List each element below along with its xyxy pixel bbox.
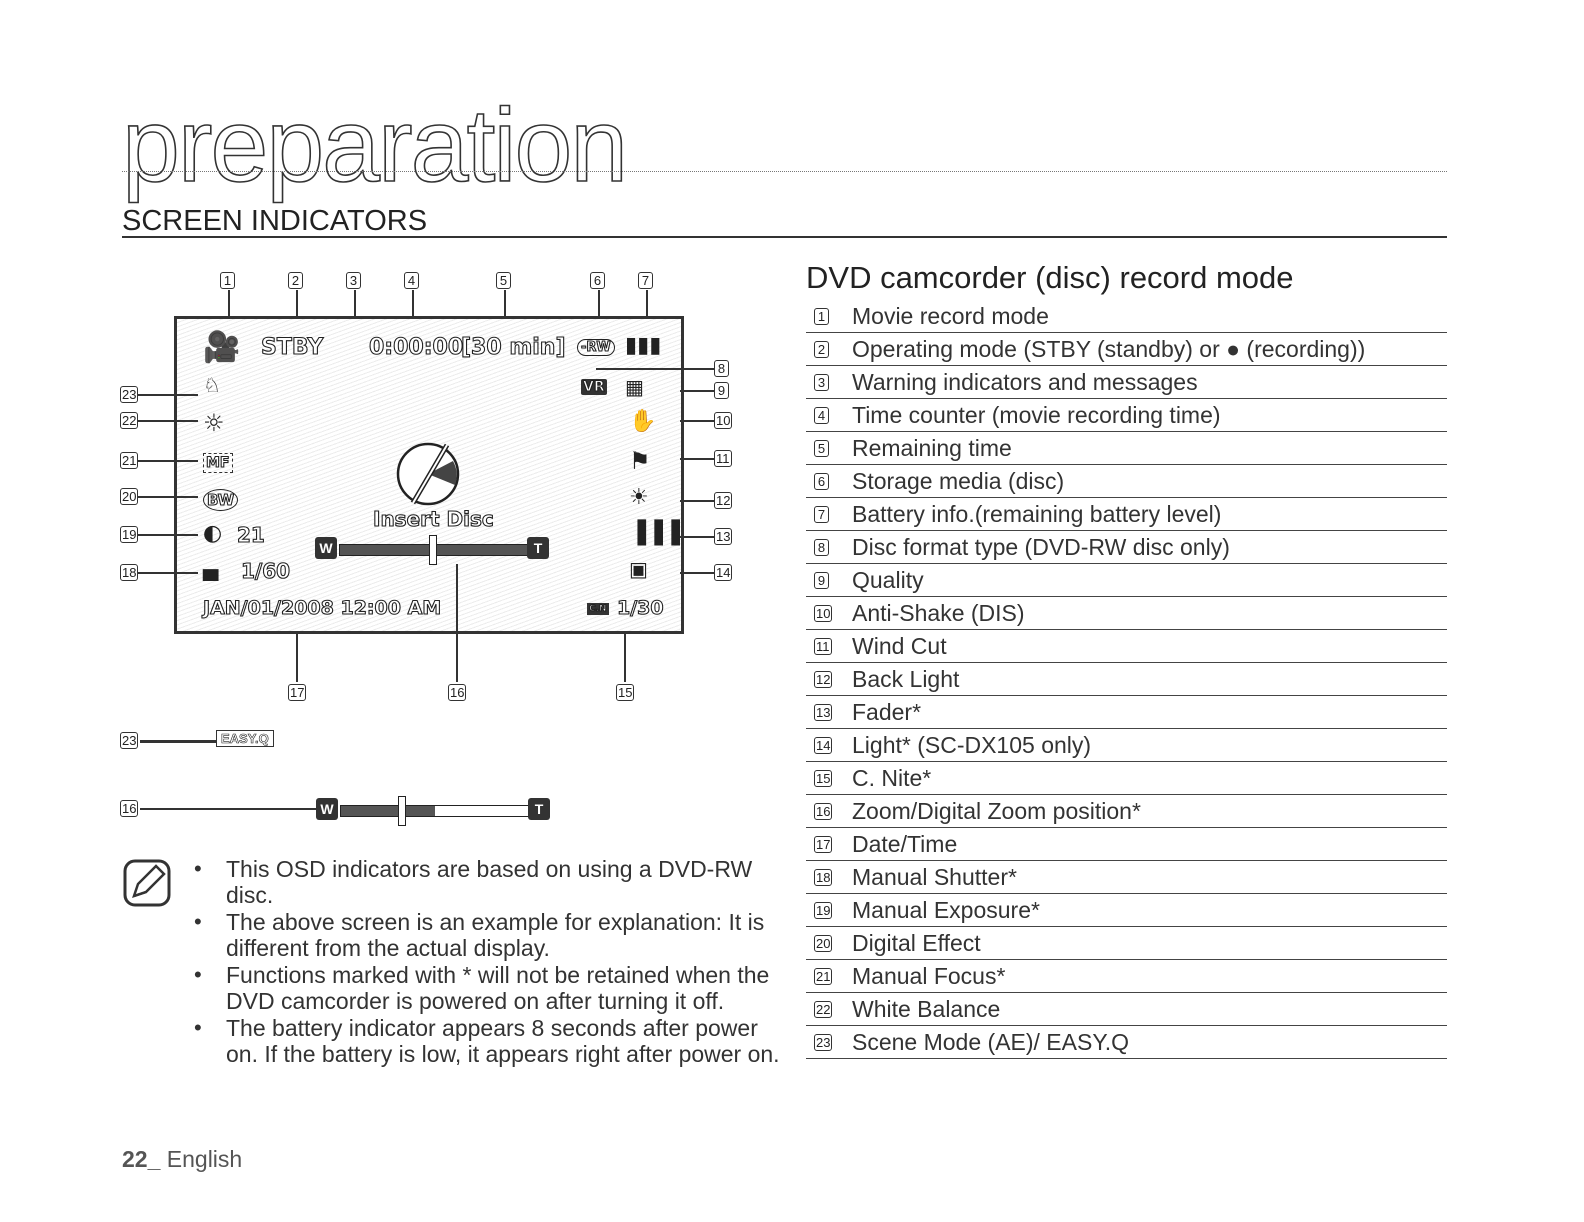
legend-number: 3: [814, 374, 829, 391]
zoom-wide-cap: W: [315, 537, 337, 559]
easyq-badge: EASY.Q: [216, 730, 274, 747]
note-item: • The battery indicator appears 8 seconds after power on. If the battery is low, it appears right after power on.: [188, 1015, 788, 1067]
chapter-title: preparation: [122, 88, 627, 204]
legend-label: Warning indicators and messages: [852, 369, 1198, 395]
legend-row: [806, 334, 1447, 366]
legend-number: 6: [814, 473, 829, 490]
legend-number: 19: [816, 903, 831, 918]
legend-row: [806, 499, 1447, 531]
legend-label: Scene Mode (AE)/ EASY.Q: [852, 1029, 1129, 1055]
anti-shake-icon: ✋: [629, 409, 657, 434]
legend-row: [806, 829, 1447, 861]
callout-3: 3: [346, 272, 361, 289]
callout-line-16: [456, 564, 458, 682]
legend-label: Light* (SC-DX105 only): [852, 732, 1092, 758]
callout-22: 22: [122, 413, 137, 428]
zoom-detail-bar: [316, 796, 552, 824]
notes-list: [188, 856, 788, 1068]
legend-label: Remaining time: [852, 435, 1012, 461]
callout-12: 12: [716, 493, 731, 508]
legend-number: 10: [816, 606, 831, 621]
callout-line-14: [680, 572, 714, 574]
legend-label: Anti-Shake (DIS): [852, 600, 1025, 626]
fader-icon: ▐▐▐: [629, 521, 680, 546]
c-nite-badge: C.N: [589, 604, 607, 614]
legend-row: [806, 301, 1447, 333]
legend-label: Zoom/Digital Zoom position*: [852, 798, 1141, 824]
legend-number: 16: [816, 804, 831, 819]
legend-number: 12: [816, 672, 831, 687]
legend-row: [806, 763, 1447, 795]
format-badge: VR: [583, 379, 605, 395]
callout-line-11: [680, 458, 714, 460]
callout-line-15: [624, 632, 626, 682]
date-time: JAN/01/2008 12:00 AM: [203, 597, 442, 619]
callout-14: 14: [716, 565, 731, 580]
callout-18: 18: [122, 565, 137, 580]
exposure-value: 21: [237, 523, 265, 547]
legend-number: 7: [814, 506, 829, 523]
time-counter: 0:00:00: [369, 335, 464, 360]
callout-9: 9: [714, 382, 729, 399]
osd-diagram: [110, 262, 750, 817]
callout-line-20: [138, 496, 198, 498]
section-title: SCREEN INDICATORS: [122, 205, 428, 237]
legend-label: Fader*: [852, 699, 922, 725]
callout-line-18: [138, 572, 198, 574]
legend-row: [806, 862, 1447, 894]
callout-8: 8: [714, 360, 729, 377]
callout-line-22: [138, 420, 198, 422]
legend-number: 11: [816, 639, 830, 654]
callout-21: 21: [122, 453, 137, 468]
callout-line-19: [138, 534, 198, 536]
manual-shutter-icon: ▄: [203, 557, 219, 581]
callout-line-17: [296, 632, 298, 682]
callout-line-9: [680, 390, 714, 392]
legend-label: Disc format type (DVD-RW disc only): [852, 534, 1230, 560]
callout-19: 19: [122, 527, 137, 542]
legend-number: 9: [814, 572, 829, 589]
callout-2: 2: [288, 272, 303, 289]
legend-row: [806, 697, 1447, 729]
legend-label: Movie record mode: [852, 303, 1049, 329]
zoom-detail-tele: T: [528, 798, 550, 820]
legend-row: [806, 565, 1447, 597]
callout-4: 4: [404, 272, 419, 289]
callout-line-zoom: [140, 808, 316, 810]
legend-row: [806, 961, 1447, 993]
legend-label: Date/Time: [852, 831, 958, 857]
indicator-legend: [806, 301, 1447, 1060]
legend-number: 20: [816, 936, 831, 951]
callout-line-23: [138, 394, 198, 396]
legend-number: 21: [816, 969, 831, 984]
legend-row: [806, 730, 1447, 762]
note-item: • The above screen is an example for explanation: It is different from the actual display.: [188, 909, 788, 961]
manual-exposure-icon: ◐: [203, 521, 223, 546]
callout-13: 13: [716, 529, 731, 544]
legend-row: [806, 631, 1447, 663]
callout-7: 7: [638, 272, 653, 289]
remaining-time: [30 min]: [461, 335, 566, 360]
page-footer: [122, 1146, 242, 1173]
callout-line-12: [680, 500, 714, 502]
legend-number: 17: [816, 837, 831, 852]
legend-number: 8: [814, 539, 829, 556]
callout-15: 15: [618, 685, 633, 700]
legend-row: [806, 664, 1447, 696]
callout-5: 5: [496, 272, 511, 289]
legend-number: 18: [816, 870, 831, 885]
easyq-row: [120, 731, 269, 750]
callout-11: 11: [716, 451, 730, 466]
callout-16: 16: [450, 685, 465, 700]
back-light-icon: ☀: [629, 485, 649, 510]
legend-label: Quality: [852, 567, 924, 593]
legend-row: [806, 466, 1447, 498]
legend-row: [806, 400, 1447, 432]
legend-label: Manual Exposure*: [852, 897, 1040, 923]
legend-label: Digital Effect: [852, 930, 981, 956]
section-rule: [122, 236, 1447, 238]
zoom-detail-row: [120, 800, 544, 818]
status-text: STBY: [261, 335, 324, 360]
legend-number: 2: [814, 341, 829, 358]
zoom-detail-track: [340, 805, 530, 817]
zoom-position-marker: [429, 535, 437, 565]
callout-17: 17: [290, 685, 305, 700]
quality-icon: ▦: [625, 375, 644, 399]
legend-row: [806, 598, 1447, 630]
legend-label: Operating mode (STBY (standby) or ● (recording)): [852, 336, 1366, 362]
callout-16-zoom: 16: [122, 801, 137, 816]
manual-focus-badge: MF: [203, 453, 233, 473]
legend-label: Time counter (movie recording time): [852, 402, 1221, 428]
legend-number: 13: [816, 705, 831, 720]
zoom-detail-marker: [398, 796, 406, 826]
legend-number: 22: [816, 1002, 831, 1017]
callout-23-easyq: 23: [122, 733, 137, 748]
page-number: 22_: [122, 1146, 161, 1172]
legend-number: 14: [816, 738, 831, 753]
legend-label: Wind Cut: [852, 633, 947, 659]
legend-row: [806, 928, 1447, 960]
callout-6: 6: [590, 272, 605, 289]
page-language: English: [160, 1146, 243, 1172]
legend-row: [806, 994, 1447, 1026]
callout-23: 23: [122, 387, 137, 402]
digital-effect-badge: BW: [203, 489, 238, 511]
wind-cut-icon: ⚑: [629, 447, 651, 475]
chapter-rule: [122, 171, 1447, 172]
legend-number: 5: [814, 440, 829, 457]
legend-label: White Balance: [852, 996, 1001, 1022]
legend-row: [806, 367, 1447, 399]
legend-number: 15: [816, 771, 831, 786]
callout-1: 1: [220, 272, 235, 289]
zoom-bar: [315, 535, 551, 563]
legend-row: [806, 1027, 1447, 1059]
note-item: • This OSD indicators are based on using a DVD-RW disc.: [188, 856, 788, 908]
zoom-detail-wide: W: [316, 798, 338, 820]
legend-label: Storage media (disc): [852, 468, 1065, 494]
white-balance-icon: ☼: [203, 409, 225, 437]
callout-line-10: [680, 420, 714, 422]
zoom-tele-cap: T: [527, 537, 549, 559]
legend-row: [806, 796, 1447, 828]
legend-label: Back Light: [852, 666, 960, 692]
note-icon: [122, 858, 172, 908]
callout-20: 20: [122, 489, 137, 504]
callout-line-8: [596, 368, 714, 370]
legend-row: [806, 433, 1447, 465]
insert-disc-message: Insert Disc: [373, 507, 494, 531]
legend-label: Battery info.(remaining battery level): [852, 501, 1222, 527]
legend-row: [806, 895, 1447, 927]
osd-screen: [174, 316, 684, 634]
media-badge: -RW: [577, 339, 615, 356]
legend-label: C. Nite*: [852, 765, 932, 791]
legend-number: 1: [814, 308, 829, 325]
legend-label: Manual Focus*: [852, 963, 1006, 989]
legend-row: [806, 532, 1447, 564]
note-item: • Functions marked with * will not be retained when the DVD camcorder is powered on after turning it off.: [188, 962, 788, 1014]
battery-icon: ▮▮▮: [625, 333, 662, 358]
c-nite-value: 1/30: [617, 597, 664, 619]
legend-label: Manual Shutter*: [852, 864, 1017, 890]
scene-mode-icon: ♘: [203, 373, 221, 397]
callout-line-13: [680, 536, 714, 538]
movie-mode-icon: 🎥: [203, 330, 241, 365]
light-icon: ▣: [629, 557, 648, 581]
legend-number: 4: [814, 407, 829, 424]
shutter-value: 1/60: [241, 559, 291, 583]
legend-number: 23: [816, 1035, 831, 1050]
insert-disc-icon: [395, 441, 461, 507]
callout-10: 10: [716, 413, 731, 428]
mode-title: DVD camcorder (disc) record mode: [806, 260, 1294, 295]
callout-line-easyq: [140, 740, 216, 743]
callout-line-21: [138, 460, 198, 462]
